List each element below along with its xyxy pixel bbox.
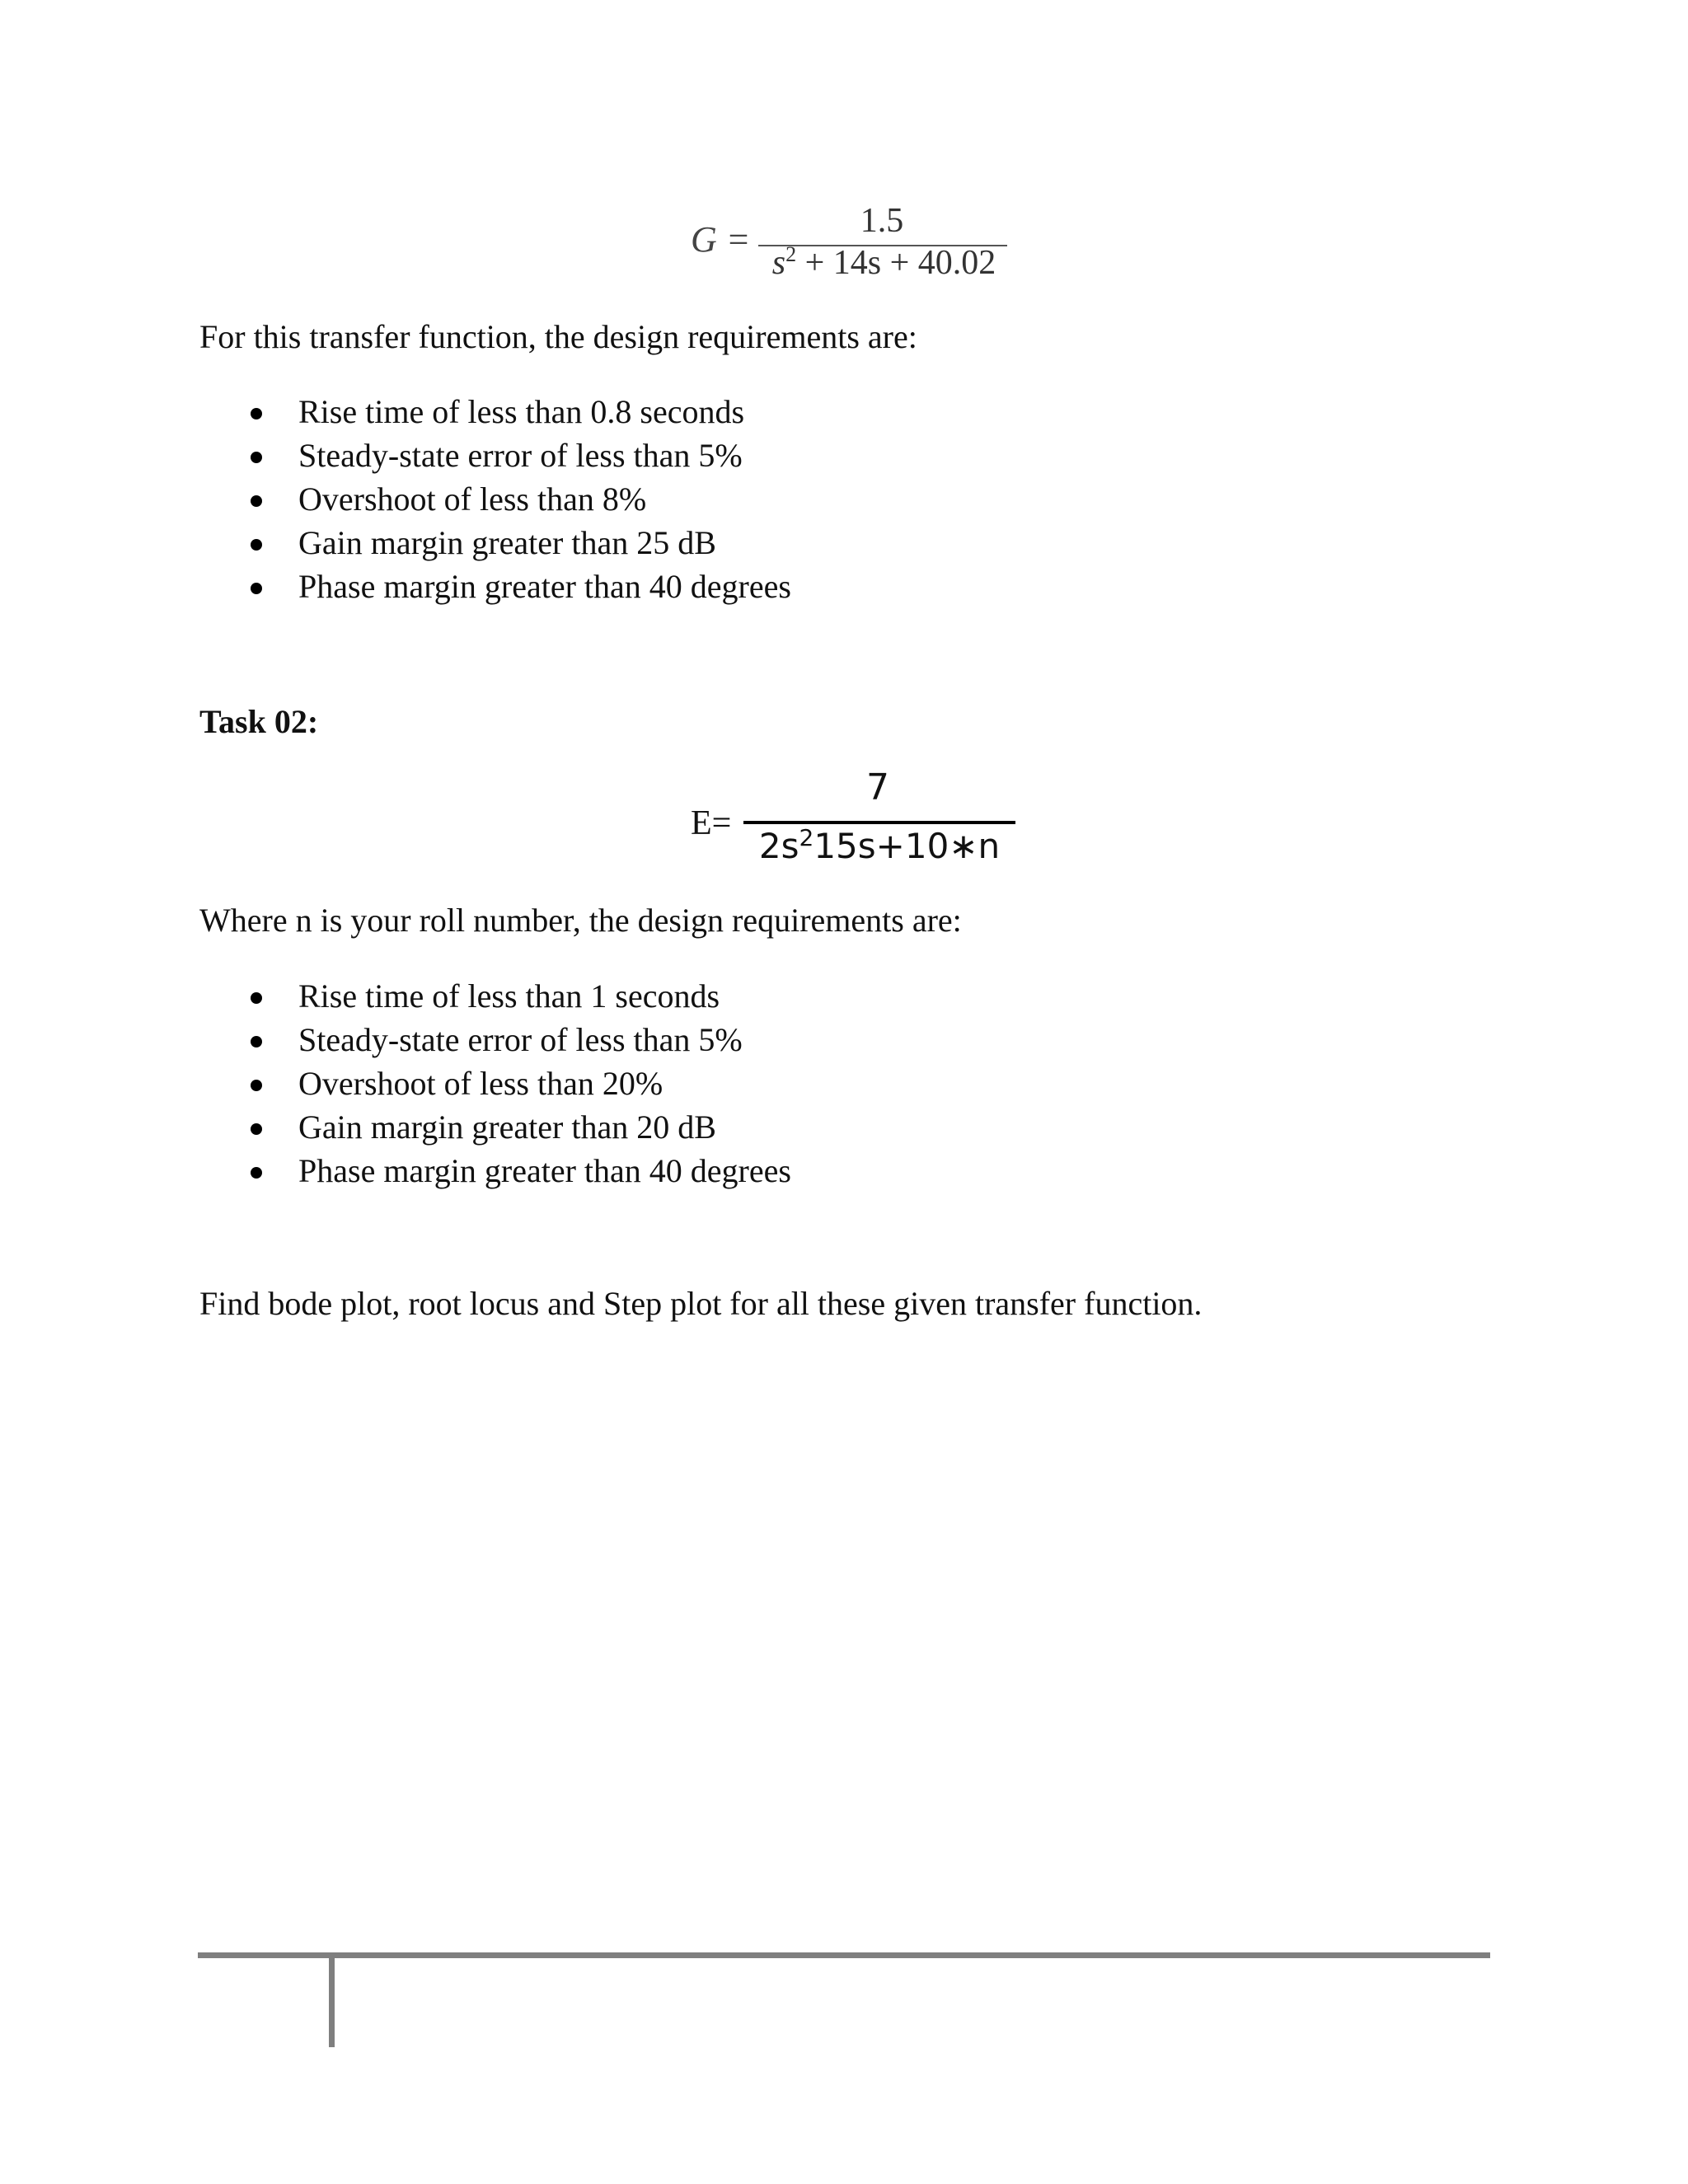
list-item: Rise time of less than 0.8 seconds <box>239 390 791 434</box>
bullet-icon <box>251 452 262 463</box>
footer-divider <box>198 1952 1490 1958</box>
list-item: Steady-state error of less than 5% <box>239 1018 791 1062</box>
list-item: Overshoot of less than 20% <box>239 1062 791 1105</box>
bullet-icon <box>251 408 262 419</box>
task2-requirements-list <box>239 974 791 1193</box>
closing-instruction: Find bode plot, root locus and Step plot for all these given transfer function. <box>199 1285 1203 1322</box>
equation-g-numerator: 1.5 <box>860 202 904 240</box>
bullet-icon <box>251 1080 262 1091</box>
list-item: Rise time of less than 1 seconds <box>239 974 791 1018</box>
list-item: Steady-state error of less than 5% <box>239 434 791 477</box>
bullet-icon <box>251 1123 262 1135</box>
equation-g-denominator: $s^2 + 14s + 40.02$ <box>771 242 996 282</box>
list-item: Overshoot of less than 8% <box>239 477 791 521</box>
list-item: Gain margin greater than 20 dB <box>239 1105 791 1149</box>
task2-heading: Task 02: <box>199 703 319 740</box>
bullet-icon <box>251 1167 262 1179</box>
bullet-icon <box>251 992 262 1004</box>
bullet-icon <box>251 583 262 594</box>
bullet-icon <box>251 495 262 507</box>
transfer-function-g <box>684 198 1014 297</box>
equation-e-lhs: E= <box>691 804 732 842</box>
task1-intro: For this transfer function, the design requirements are: <box>199 318 917 355</box>
list-item: Phase margin greater than 40 degrees <box>239 565 791 608</box>
footer-divider-tick <box>329 1955 335 2047</box>
transfer-function-e <box>684 766 1014 882</box>
equation-e-denominator: $2s^215s+10∗n$ <box>758 824 1001 866</box>
bullet-icon <box>251 539 262 551</box>
task1-requirements-list <box>239 390 791 608</box>
bullet-icon <box>251 1036 262 1047</box>
list-item: Phase margin greater than 40 degrees <box>239 1149 791 1193</box>
equation-g-lhs: G = <box>691 219 751 260</box>
list-item: Gain margin greater than 25 dB <box>239 521 791 565</box>
task2-intro: Where n is your roll number, the design requirements are: <box>199 902 962 939</box>
equation-e-numerator: 7 <box>866 766 889 808</box>
